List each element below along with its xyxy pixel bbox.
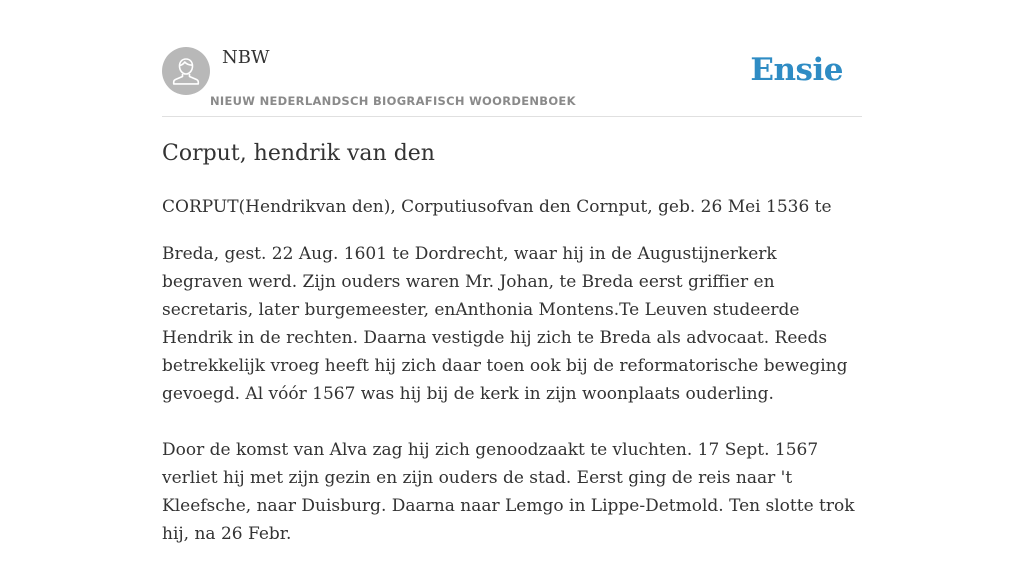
source-header	[162, 46, 862, 117]
article-paragraph: Breda, gest. 22 Aug. 1601 te Dordrecht, waar hij in de Augustijnerkerk begraven werd. Zijn ouders waren Mr. Johan, te Breda eerst griffier en secretaris, later burgemeester, enAnthonia Montens.Te Leuven studeerde Hendrik in de rechten. Daarna vestigde hij zich te Breda als advocaat. Reeds betrekkelijk vroeg heeft hij zich daar toen ook bij de reformatorische beweging gevoegd. Al vóór 1567 was hij bij de kerk in zijn woonplaats ouderling.	[162, 244, 848, 404]
article-lead: CORPUT(Hendrikvan den), Corputiusofvan den Cornput, geb. 26 Mei 1536 te	[162, 197, 832, 217]
source-subtitle[interactable]: NIEUW NEDERLANDSCH BIOGRAFISCH WOORDENBOEK	[210, 94, 576, 108]
article-title: Corput, hendrik van den	[162, 141, 435, 166]
article-paragraph: Door de komst van Alva zag hij zich genoodzaakt te vluchten. 17 Sept. 1567 verliet hij met zijn gezin en zijn ouders de stad. Eerst ging de reis naar 't Kleefsche, naar Duisburg. Daarna naar Lemgo in Lippe-Detmold. Ten slotte trok hij, na 26 Febr.	[162, 440, 855, 544]
user-silhouette-icon	[162, 47, 210, 95]
brand-logo[interactable]: Ensie	[750, 52, 843, 88]
source-avatar[interactable]	[162, 47, 210, 95]
article-body	[162, 240, 862, 576]
source-name[interactable]: NBW	[222, 47, 270, 68]
